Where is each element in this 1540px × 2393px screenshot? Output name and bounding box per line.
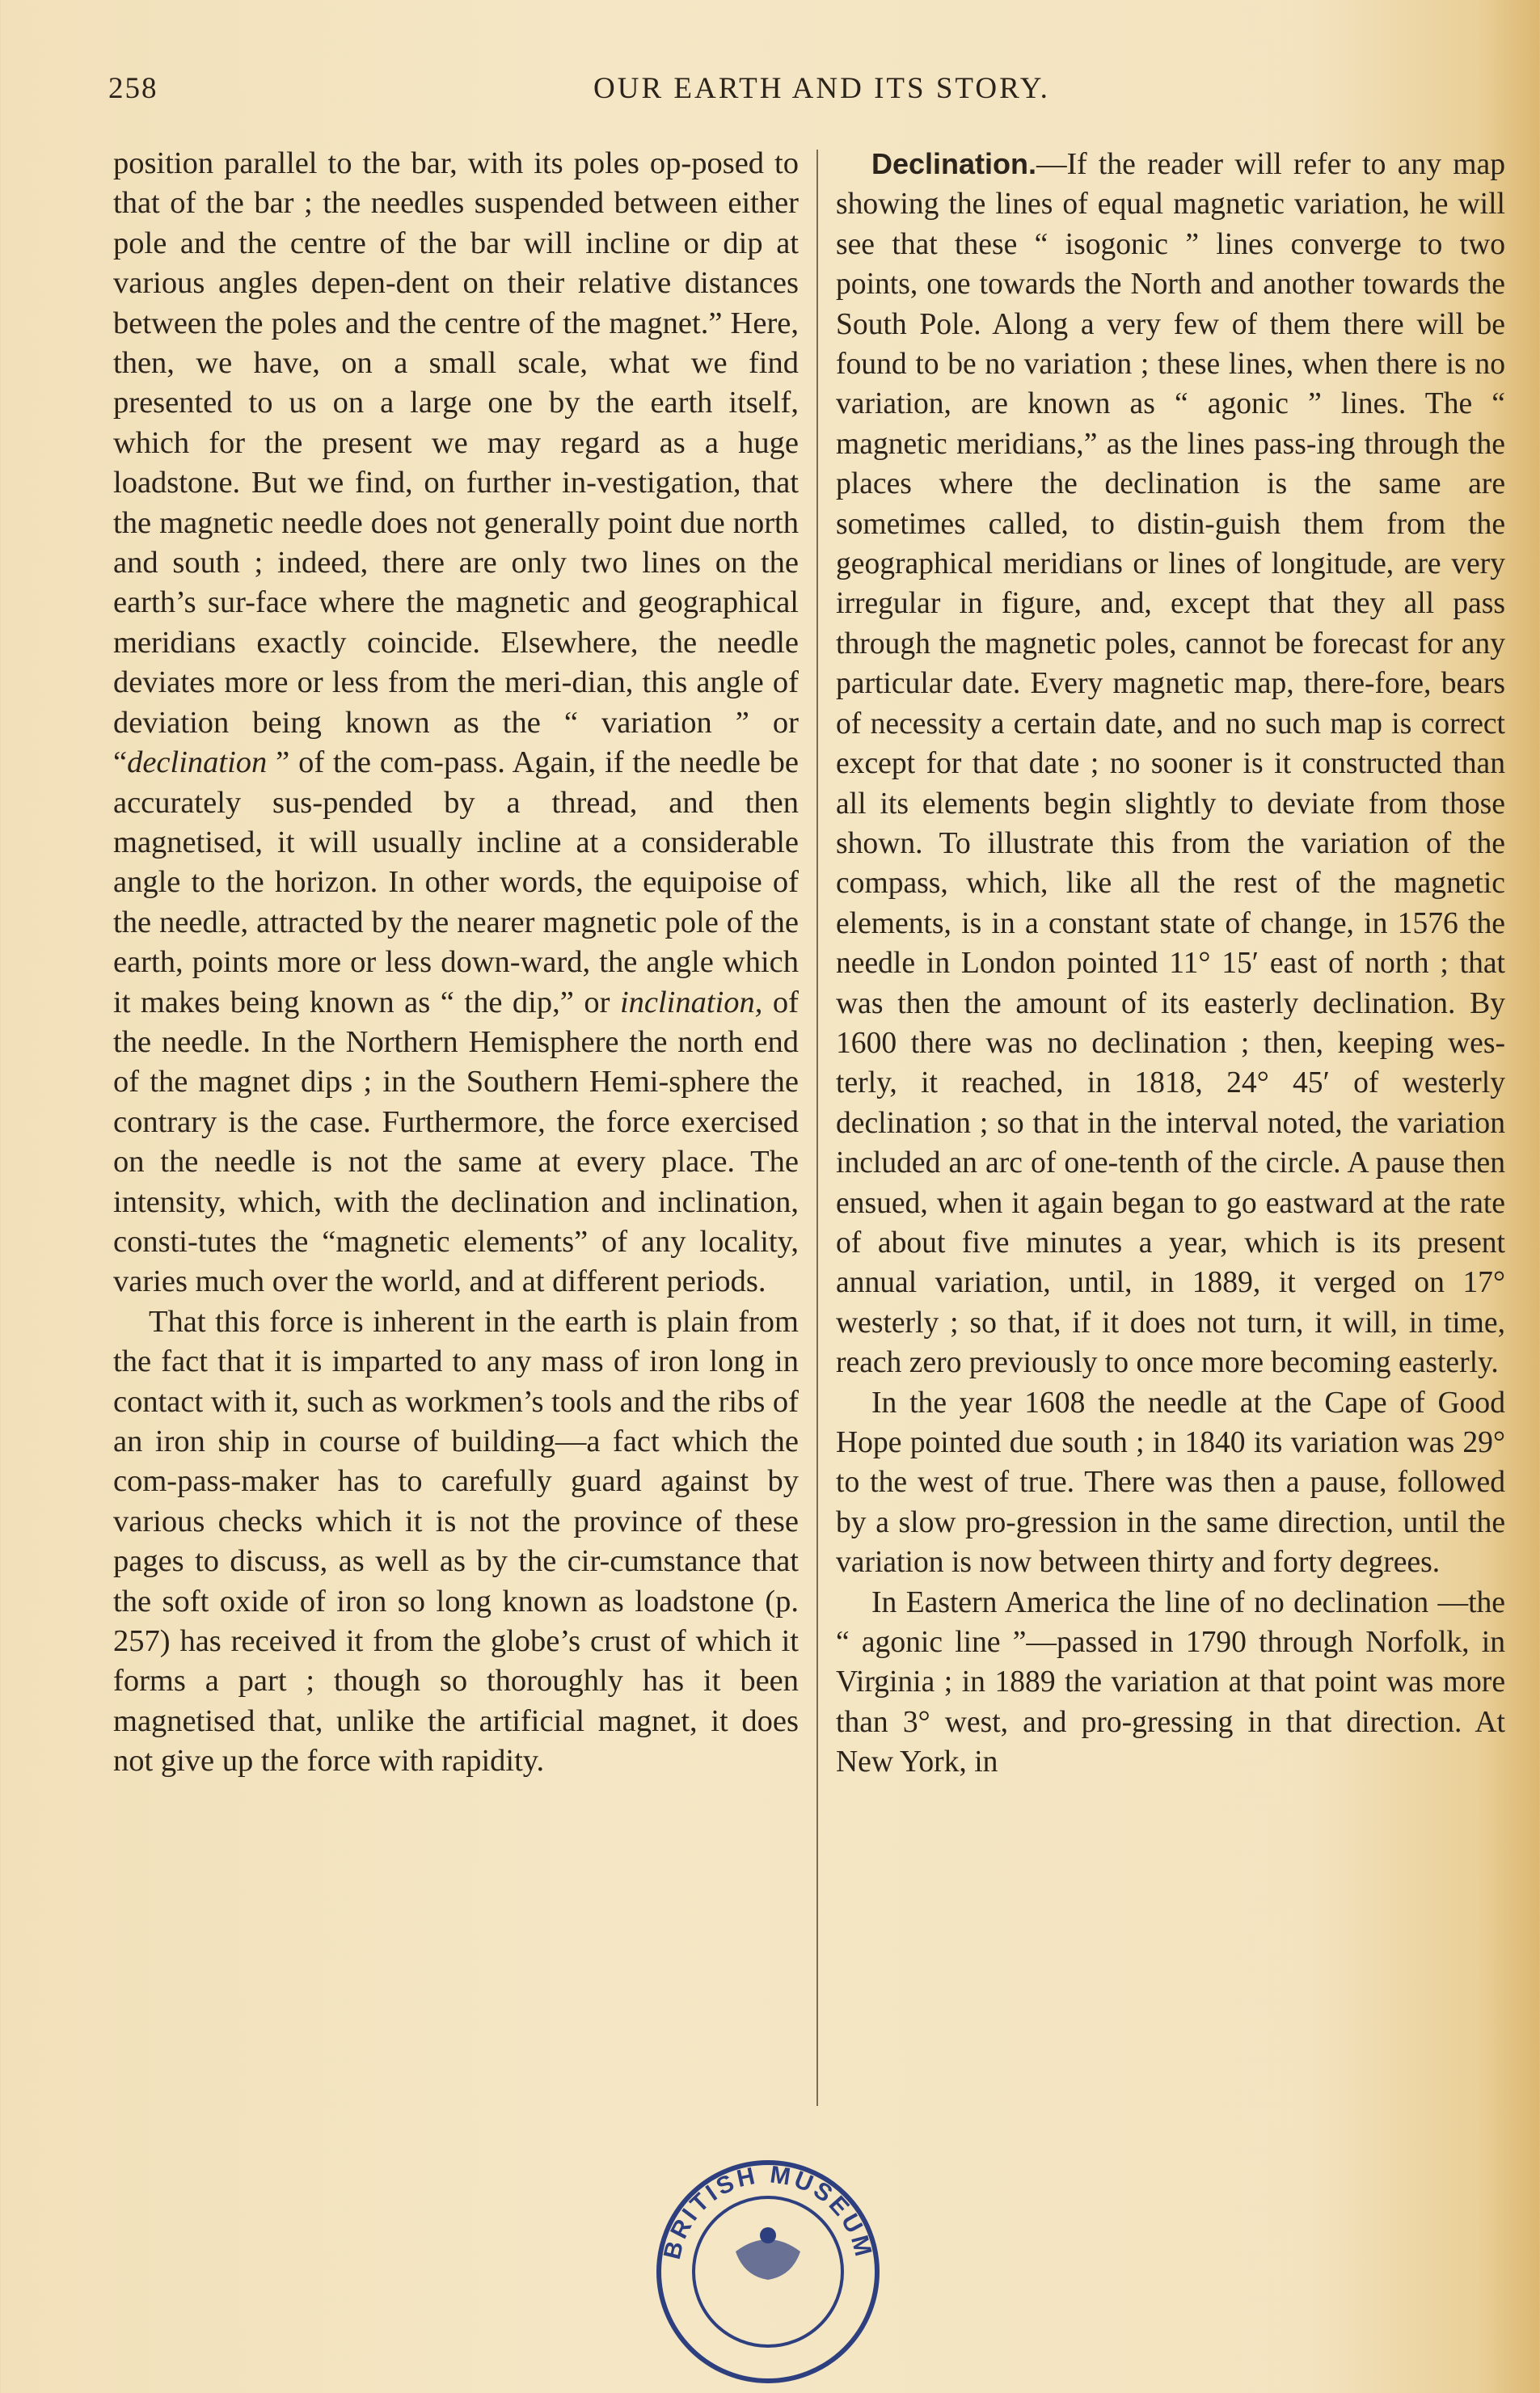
column-divider bbox=[816, 150, 818, 2106]
running-head: OUR EARTH AND ITS STORY. bbox=[593, 72, 1050, 105]
emphasis-inclination: inclination, bbox=[619, 985, 763, 1019]
stamp-text: BRITISH MUSEUM bbox=[658, 2161, 878, 2262]
page-header bbox=[108, 71, 1483, 112]
emphasis-declination: declination bbox=[127, 745, 268, 780]
left-paragraph-2: That this force is inherent in the earth is plain from the fact that it is imparted to any mass of iron long in contact with it, such as workmen’s tools and the ribs of an iron ship in course of building—a fact which the com-pass-maker has to carefully guard against by various checks which it is not the province of these pages to discuss, as well as by the cir-cumstance that the soft oxide of iron so long known as loadstone (p. 257) has received it from the globe’s crust of which it forms a part ; though so thoroughly has it been magnetised that, unlike the artificial magnet, it does not give up the force with rapidity. bbox=[113, 1304, 799, 1779]
library-stamp bbox=[647, 2150, 889, 2393]
left-column bbox=[113, 144, 799, 2117]
right-column bbox=[836, 144, 1505, 2117]
right-paragraph-3: In Eastern America the line of no declination —the “ agonic line ”—passed in 1790 through Norfolk, in Virginia ; in 1889 the variation at that point was more than 3° west, and pro-gressing in that direction. At New York, in bbox=[836, 1585, 1505, 1779]
section-heading: Declination. bbox=[871, 147, 1037, 180]
left-paragraph-1: position parallel to the bar, with its poles op-posed to that of the bar ; the needles suspended between either pole and the centre of the bar will incline or dip at various angles depen-dent on their relative distances between the poles and the centre of the magnet.” Here, then, we have, on a small scale, what we find presented to us on a large one by the earth itself, which for the present we may regard as a huge loadstone. But we find, on further in-vestigation, that the magnetic needle does not generally point due north and south ; indeed, there are only two lines on the earth’s sur-face where the magnetic and geographical meridians exactly coincide. Elsewhere, the needle deviates more or less from the meri-dian, this angle of deviation being known as the “ variation ” or “declination ” of the com-pass. Again, if the needle be accurately sus-pended by a thread, and then magnetised, it will usually incline at a considerable angle to the horizon. In other words, the equipoise of the needle, attracted by the nearer magnetic pole of the earth, points more or less down-ward, the angle which it makes being known as “ the dip,” or inclination, of the needle. In the Northern Hemisphere the north end of the magnet dips ; in the Southern Hemi-sphere the contrary is the case. Furthermore, the force exercised on the needle is not the same at every place. The intensity, which, with the declination and inclination, consti-tutes the “magnetic elements” of any locality, varies much over the world, and at different periods. bbox=[113, 146, 799, 1299]
right-paragraph-1: Declination.—If the reader will refer to any map showing the lines of equal magnetic variation, he will see that these “ isogonic ” lines converge to two points, one towards the North and another towards the South Pole. Along a very few of them there will be found to be no variation ; these lines, when there is no variation, are known as “ agonic ” lines. The “ magnetic meridians,” as the lines pass-ing through the places where the declination is the same are sometimes called, to distin-guish them from the geographical meridians or lines of longitude, are very irregular in figure, and, except that they all pass through the magnetic poles, cannot be forecast for any particular date. Every magnetic map, there-fore, bears of necessity a certain date, and no such map is correct except for that date ; no sooner is it constructed than all its elements begin slightly to deviate from those shown. To illustrate this from the variation of the compass, which, like all the rest of the magnetic elements, is in a constant state of change, in 1576 the needle in London pointed 11° 15′ east of north ; that was then the amount of its easterly declination. By 1600 there was no declination ; then, keeping wes-terly, it reached, in 1818, 24° 45′ of westerly declination ; so that in the interval noted, the variation included an arc of one-tenth of the circle. A pause then ensued, when it again began to go eastward at the rate of about five minutes a year, which is its present annual variation, until, in 1889, it verged on 17° westerly ; so that, if it does not turn, it will, in time, reach zero previously to once more becoming easterly. bbox=[836, 147, 1505, 1380]
right-paragraph-2: In the year 1608 the needle at the Cape of Good Hope pointed due south ; in 1840 its variation was 29° to the west of true. There was then a pause, followed by a slow pro-gression in the same direction, until the variation is now between thirty and forty degrees. bbox=[836, 1386, 1505, 1580]
page-number: 258 bbox=[108, 72, 158, 105]
